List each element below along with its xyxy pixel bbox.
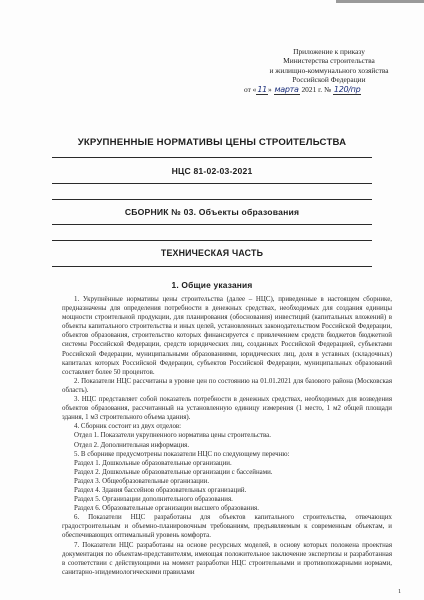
part-title: ТЕХНИЧЕСКАЯ ЧАСТЬ: [160, 248, 264, 258]
page-number: 1: [398, 588, 402, 595]
paragraph: 2. Показатели НЦС рассчитаны в уровне цен по состоянию на 01.01.2021 для базового района (Московская область).: [62, 377, 392, 394]
list-item: Раздел 1. Дошкольные образовательные организации.: [74, 459, 232, 467]
approval-line-1: Приложение к приказу: [293, 47, 365, 56]
divider-line: [52, 266, 372, 267]
scan-edge-mark: [336, 0, 424, 3]
date-day: 11: [257, 84, 267, 94]
divider-line: [52, 224, 372, 225]
approval-line-4: Российской Федерации: [292, 75, 366, 85]
date-mid: »: [267, 84, 272, 94]
paragraph: 7. Показатели НЦС разработаны на основе ресурсных моделей, в основу которых положена проектная документация по объектам-представителям, имеющая положительное заключение экспертизы и разработанная в соответствии с действующими на момент разработки НЦС строительными и противопожарными нормами, санитарно-эпидемиологическими правилами: [62, 541, 392, 576]
order-number: 120/пр: [333, 84, 361, 94]
list-item: Раздел 5. Организации дополнительного образования.: [74, 496, 233, 504]
approval-line-2: Министерства строительства: [283, 56, 375, 66]
section-heading: 1. Общие указания: [171, 280, 253, 290]
divider-line: [52, 240, 372, 241]
approval-line-3: и жилищно-коммунального хозяйства: [269, 65, 389, 75]
list-item: Раздел 4. Здания бассейнов образовательных организаций.: [74, 486, 247, 494]
date-month: марта: [274, 84, 299, 94]
paragraph: 3. НЦС представляет собой показатель потребности в денежных средствах, необходимых для возведения объектов образования, рассчитанный на установленную единицу измерения (1 место, 1 м2 общей площади здания, 1 м3 строительного объема здания).: [62, 396, 392, 422]
paragraph: 4. Сборник состоит из двух отделов:: [74, 423, 182, 431]
paragraph: 5. В сборнике предусмотрены показатели НЦС по следующему перечню:: [74, 450, 290, 458]
divider-line: [52, 183, 372, 184]
paragraph: 6. Показатели НЦС разработаны для объектов капитального строительства, отвечающих градостроительным и объемно-планировочным требованиям, предъявляемым к современным объектам, и обеспечивающих оптимальный уровень комфорта.: [62, 514, 392, 540]
list-item: Отдел 1. Показатели укрупненного норматива цены строительства.: [74, 432, 271, 440]
list-item: Раздел 2. Дошкольные образовательные организации с бассейнами.: [74, 468, 273, 476]
divider-line: [52, 157, 372, 158]
date-prefix: от «: [244, 84, 257, 94]
list-item: Отдел 2. Дополнительная информация.: [74, 441, 190, 449]
approval-date-line: [244, 85, 414, 94]
approval-block: [244, 47, 414, 94]
divider-line: [52, 199, 372, 200]
list-item: Раздел 6. Образовательные организации высшего образования.: [74, 505, 259, 513]
collection-title: СБОРНИК № 03. Объекты образования: [124, 207, 300, 217]
document-body: [62, 295, 392, 577]
paragraph: 1. Укрупнённые нормативы цены строительства (далее – НЦС), приведенные в настоящем сборнике, предназначены для определения потребности в денежных средствах, необходимых для создания единицы мощности строительной продукции, для планирования (обоснования) инвестиций (капитальных вложений) в объекты капитального строительства и иных целей, установленных законодательством Российской Федерации, объектов образования, строительство которых финансируется с привлечением средств бюджетов бюджетной системы Российской Федерации, средств юридических лиц, созданных Российской Федерацией, субъектами Российской Федерации, муниципальными образованиями, юридических лиц, доля в уставных (складочных) капиталах которых Российской Федерации, субъектов Российской Федерации, муниципальных образований составляет более 50 процентов.: [62, 296, 392, 376]
main-title: УКРУПНЕННЫЕ НОРМАТИВЫ ЦЕНЫ СТРОИТЕЛЬСТВА: [77, 137, 347, 148]
code-title: НЦС 81-02-03-2021: [171, 166, 253, 176]
date-suffix: 2021 г. №: [301, 84, 332, 94]
list-item: Раздел 3. Общеобразовательные организации.: [74, 477, 210, 485]
